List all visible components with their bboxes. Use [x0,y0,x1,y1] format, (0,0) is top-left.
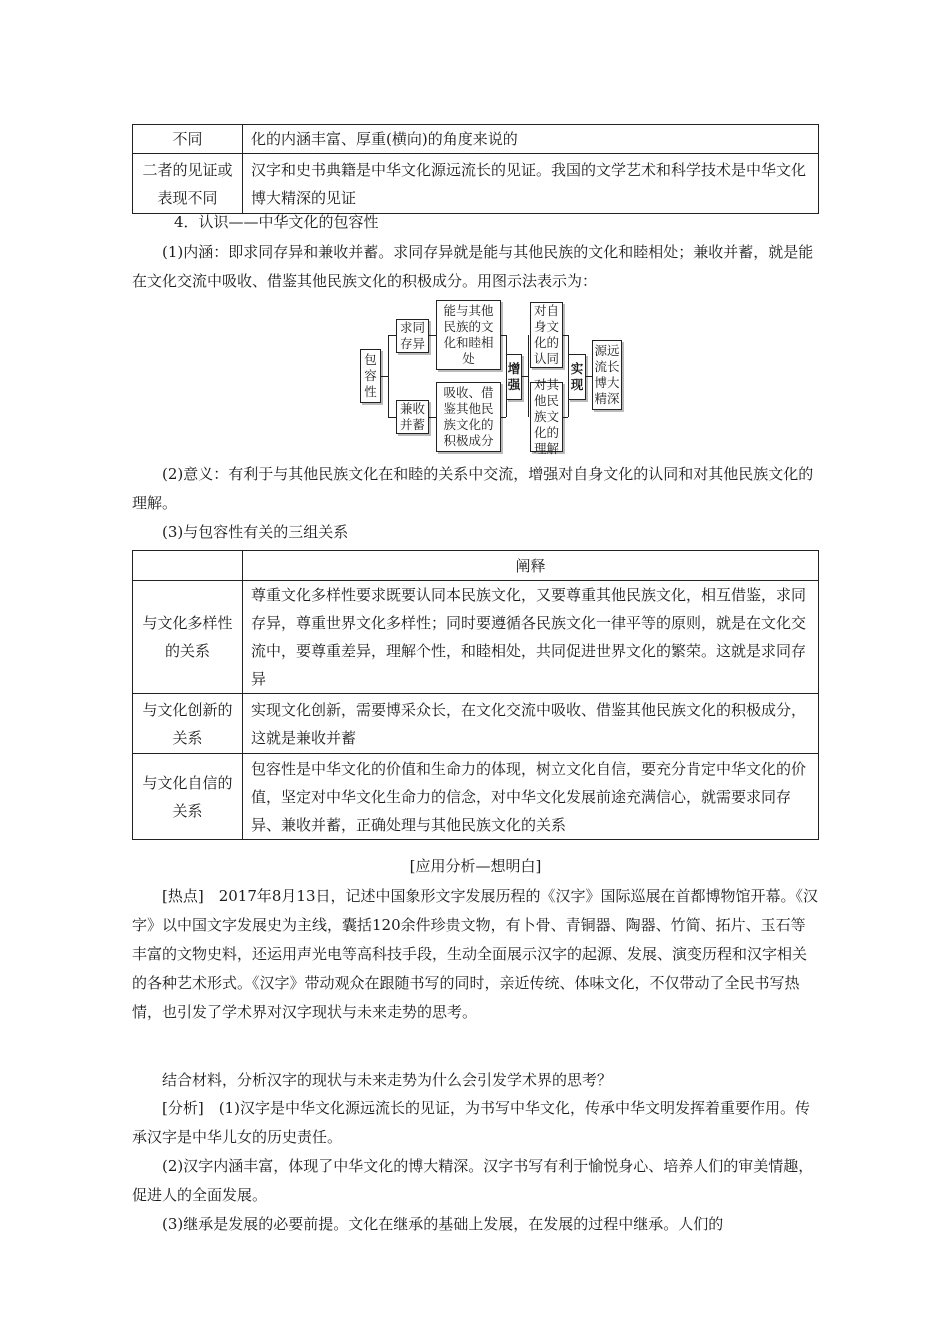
answer-1: [分析] (1)汉字是中华文化源远流长的见证，为书写中华文化，传承中华文明发挥着重要作用。传承汉字是中华儿女的历史责任。 [132,1099,810,1146]
row-label: 与文化创新的关系 [133,694,243,754]
header-explanation: 阐释 [243,551,819,581]
row-label: 与文化多样性的关系 [133,581,243,694]
table-row [133,154,819,214]
branch-qiutong: 求同存异 [396,319,429,353]
row-text: 尊重文化多样性要求既要认同本民族文化，又要尊重其他民族文化，相互借鉴，求同存异，尊重世界文化多样性；同时要遵循各民族文化一律平等的原则，就是在文化交流中，要尊重差异，理解个性，和睦相处，共同促进世界文化的繁荣。这就是求同存异 [243,581,819,694]
row-text: 化的内涵丰富、厚重(横向)的角度来说的 [243,125,819,154]
comparison-table [132,124,819,214]
relations-table [132,550,819,840]
paragraph-connotation: (1)内涵：即求同存异和兼收并蓄。求同存异就是能与其他民族的文化和睦相处；兼收并蓄，就是能在文化交流中吸收、借鉴其他民族文化的积极成分。用图示法表示为： [132,243,814,290]
row-text: 包容性是中华文化的价值和生命力的体现，树立文化自信，要充分肯定中华文化的价值，坚定对中华文化生命力的信念，对中华文化发展前途充满信心，就需要求同存异、兼收并蓄，正确处理与其他民族文化的关系 [243,754,819,840]
desc-absorb: 吸收、借鉴其他民族文化的积极成分 [436,382,501,452]
answer-2: (2)汉字内涵丰富，体现了中华文化的博大精深。汉字书写有利于愉悦身心、培养人们的审美情趣，促进人的全面发展。 [132,1157,814,1204]
paragraph-relations-title: (3)与包容性有关的三组关系 [162,523,349,541]
result-self: 对自身文化的认同 [530,302,563,368]
diagram-enhance: 增强 [506,354,522,400]
table-row [133,581,819,694]
question-paragraph: 结合材料，分析汉字的现状与未来走势为什么会引发学术界的思考？ [162,1071,613,1089]
row-label: 不同 [133,125,243,154]
result-others: 对其他民族文化的理解 [530,382,563,452]
row-text: 汉字和史书典籍是中华文化源远流长的见证。我国的文学艺术和科学技术是中华文化博大精深的见证 [243,154,819,214]
table-header-row [133,551,819,581]
diagram-root: 包容性 [360,349,381,403]
diagram-goal: 源远流长博大精深 [592,340,622,410]
row-label: 二者的见证或表现不同 [133,154,243,214]
paragraph-significance: (2)意义：有利于与其他民族文化在和睦的关系中交流，增强对自身文化的认同和对其他民族文化的理解。 [132,465,814,512]
row-label: 与文化自信的关系 [133,754,243,840]
table-row [133,125,819,154]
row-text: 实现文化创新，需要博采众长，在文化交流中吸收、借鉴其他民族文化的积极成分，这就是兼收并蓄 [243,694,819,754]
desc-harmony: 能与其他民族的文化和睦相处 [436,300,501,370]
section-title: 4．认识——中华文化的包容性 [174,213,379,231]
hot-topic-paragraph: [热点] 2017年8月13日，记述中国象形文字发展历程的《汉字》国际巡展在首都博物馆开幕。《汉字》以中国文字发展史为主线，囊括120余件珍贵文物，有卜骨、青铜器、陶器、竹简、拓片、玉石等丰富的文物史料，还运用声光电等高科技手段，生动全面展示汉字的起源、发展、演变历程和汉字相关的各种艺术形式。《汉字》带动观众在跟随书写的同时，亲近传统、体味文化，不仅带动了全民书写热情，也引发了学术界对汉字现状与未来走势的思考。 [132,887,819,1021]
answer-3: (3)继承是发展的必要前提。文化在继承的基础上发展，在发展的过程中继承。人们的 [162,1215,724,1233]
table-row [133,754,819,840]
branch-jianshou: 兼收并蓄 [396,400,429,434]
diagram-realize: 实现 [568,354,586,400]
analysis-heading: [应用分析—想明白] [409,857,542,875]
table-row [133,694,819,754]
